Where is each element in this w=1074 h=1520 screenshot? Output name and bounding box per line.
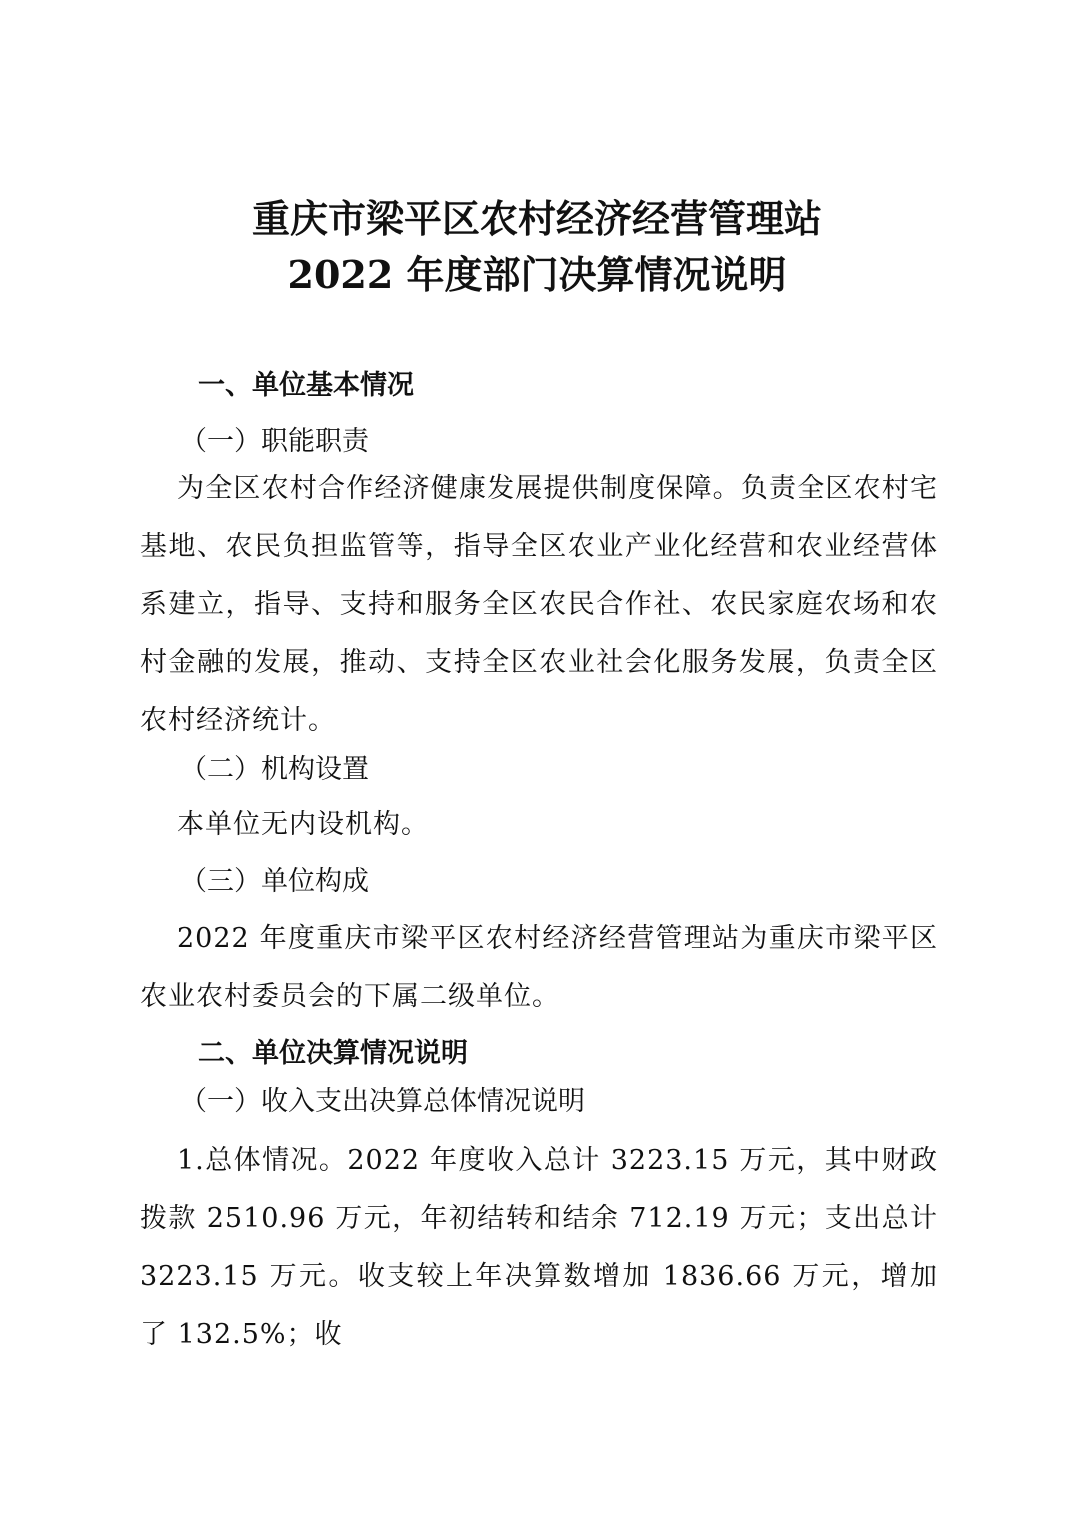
- section-1-heading: 一、单位基本情况: [198, 370, 414, 401]
- section-1-sub-1-text: 为全区农村合作经济健康发展提供制度保障。负责全区农村宅基地、农民负担监管等，指导全区农业产业化经营和农业经营体系建立，指导、支持和服务全区农民合作社、农民家庭农场和农村金融的发展，推动、支持全区农业社会化服务发展，负责全区农村经济统计。: [140, 473, 938, 736]
- section-1-sub-2-text: 本单位无内设机构。: [177, 809, 429, 840]
- section-1-sub-2-heading: （二）机构设置: [180, 754, 369, 785]
- section-1-sub-1-heading: （一）职能职责: [180, 426, 369, 457]
- document-title-line-2: 2022 年度部门决算情况说明: [287, 252, 787, 297]
- section-2-heading: 二、单位决算情况说明: [198, 1038, 468, 1069]
- section-1-sub-3-text: 2022 年度重庆市梁平区农村经济经营管理站为重庆市梁平区农业农村委员会的下属二级单位。: [140, 923, 938, 1012]
- section-2-sub-1-heading: （一）收入支出决算总体情况说明: [180, 1086, 585, 1117]
- section-1-sub-3-heading: （三）单位构成: [180, 866, 369, 897]
- section-2-sub-1-text: 1.总体情况。2022 年度收入总计 3223.15 万元，其中财政拨款 2510.96 万元，年初结转和结余 712.19 万元；支出总计 3223.15 万元。收支较上年决算数增加 1836.66 万元，增加了 132.5%；收: [140, 1145, 938, 1350]
- document-title-line-1: 重庆市梁平区农村经济经营管理站: [251, 196, 822, 241]
